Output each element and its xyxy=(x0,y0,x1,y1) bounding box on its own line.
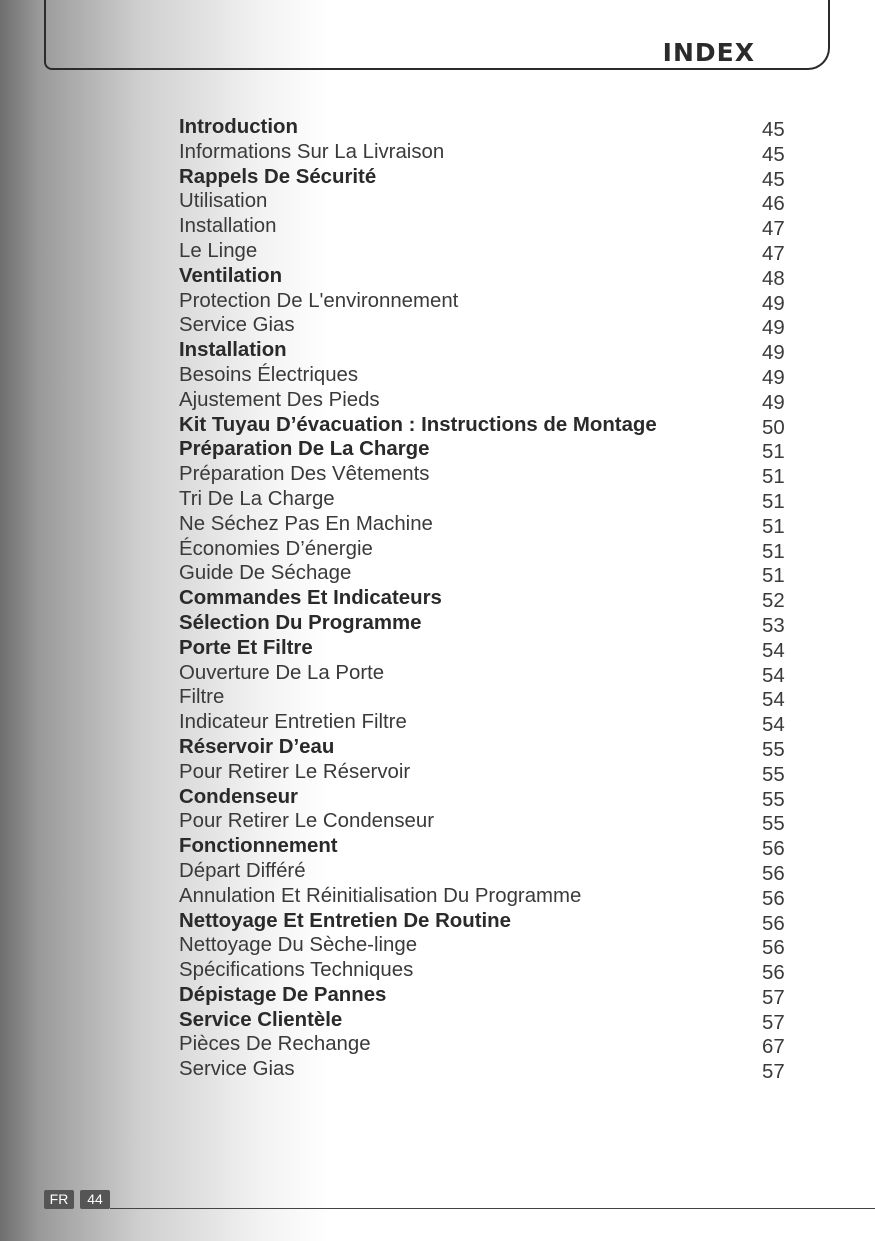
toc-entry xyxy=(179,289,799,314)
toc-entry-page: 51 xyxy=(762,565,785,588)
toc-entry xyxy=(179,462,799,487)
toc-entry-page: 55 xyxy=(762,738,785,761)
toc-entry xyxy=(179,313,799,338)
toc-entry-title: Nettoyage Du Sèche-linge xyxy=(179,934,418,957)
toc-entry xyxy=(179,859,799,884)
toc-entry-page: 56 xyxy=(762,887,785,910)
toc-entry xyxy=(179,388,799,413)
toc-entry xyxy=(179,512,799,537)
toc-entry-page: 51 xyxy=(762,540,785,563)
toc-entry xyxy=(179,437,799,462)
toc-entry-page: 50 xyxy=(762,416,785,439)
toc-entry xyxy=(179,983,799,1008)
toc-entry-title: Condenseur xyxy=(179,785,298,808)
footer-divider xyxy=(110,1208,875,1209)
toc-entry xyxy=(179,884,799,909)
toc-entry xyxy=(179,611,799,636)
toc-entry xyxy=(179,1032,799,1057)
toc-entry-title: Ne Séchez Pas En Machine xyxy=(179,512,433,535)
toc-entry xyxy=(179,785,799,810)
toc-entry xyxy=(179,165,799,190)
toc-entry xyxy=(179,933,799,958)
page-title: INDEX xyxy=(662,38,755,67)
toc-entry-page: 49 xyxy=(762,317,785,340)
toc-entry-title: Pour Retirer Le Réservoir xyxy=(179,760,411,783)
toc-entry-title: Rappels De Sécurité xyxy=(179,165,377,188)
toc-entry-title: Porte Et Filtre xyxy=(179,636,313,659)
toc-entry xyxy=(179,661,799,686)
toc-entry-page: 57 xyxy=(762,1061,785,1084)
toc-entry-page: 47 xyxy=(762,242,785,265)
toc-entry-title: Nettoyage Et Entretien De Routine xyxy=(179,909,511,932)
toc-entry-title: Pièces De Rechange xyxy=(179,1033,371,1056)
toc-entry-page: 55 xyxy=(762,763,785,786)
toc-entry-title: Ouverture De La Porte xyxy=(179,661,385,684)
toc-entry-title: Spécifications Techniques xyxy=(179,959,414,982)
toc-entry xyxy=(179,363,799,388)
toc-entry-page: 49 xyxy=(762,292,785,315)
toc-entry-title: Installation xyxy=(179,215,277,238)
toc-entry xyxy=(179,685,799,710)
toc-entry-page: 57 xyxy=(762,1011,785,1034)
toc-entry-title: Informations Sur La Livraison xyxy=(179,140,445,163)
toc-entry xyxy=(179,834,799,859)
toc-entry-title: Départ Différé xyxy=(179,859,306,882)
toc-entry-title: Tri De La Charge xyxy=(179,487,335,510)
toc-entry-page: 45 xyxy=(762,143,785,166)
toc-entry-page: 51 xyxy=(762,515,785,538)
table-of-contents xyxy=(179,115,799,1082)
toc-entry-title: Filtre xyxy=(179,686,225,709)
toc-entry-title: Économies D’énergie xyxy=(179,537,373,560)
toc-entry-page: 56 xyxy=(762,862,785,885)
toc-entry-page: 51 xyxy=(762,441,785,464)
toc-entry-page: 56 xyxy=(762,937,785,960)
toc-entry-page: 46 xyxy=(762,193,785,216)
toc-entry xyxy=(179,115,799,140)
toc-entry-page: 45 xyxy=(762,119,785,141)
toc-entry-page: 56 xyxy=(762,838,785,861)
toc-entry-page: 54 xyxy=(762,689,785,712)
toc-entry xyxy=(179,1057,799,1082)
language-badge: FR xyxy=(44,1190,74,1209)
toc-entry-page: 51 xyxy=(762,490,785,513)
toc-entry-title: Préparation De La Charge xyxy=(179,438,430,461)
toc-entry-title: Ventilation xyxy=(179,264,283,287)
toc-entry-title: Pour Retirer Le Condenseur xyxy=(179,810,435,833)
toc-entry-title: Commandes Et Indicateurs xyxy=(179,587,442,610)
toc-entry-page: 51 xyxy=(762,466,785,489)
toc-entry-title: Réservoir D’eau xyxy=(179,735,335,758)
toc-entry-title: Service Gias xyxy=(179,1058,295,1081)
toc-entry-title: Besoins Électriques xyxy=(179,363,359,386)
toc-entry-title: Introduction xyxy=(179,116,298,138)
toc-entry-page: 48 xyxy=(762,267,785,290)
toc-entry xyxy=(179,140,799,165)
toc-entry-page: 52 xyxy=(762,590,785,613)
toc-entry-page: 56 xyxy=(762,912,785,935)
toc-entry-title: Service Clientèle xyxy=(179,1008,343,1031)
toc-entry-title: Indicateur Entretien Filtre xyxy=(179,711,407,734)
toc-entry xyxy=(179,586,799,611)
toc-entry-page: 49 xyxy=(762,342,785,365)
toc-entry-title: Dépistage De Pannes xyxy=(179,983,387,1006)
toc-entry-page: 54 xyxy=(762,714,785,737)
toc-entry-title: Kit Tuyau D’évacuation : Instructions de Montage xyxy=(179,413,657,436)
toc-entry xyxy=(179,239,799,264)
toc-entry xyxy=(179,264,799,289)
toc-entry-title: Préparation Des Vêtements xyxy=(179,463,430,486)
toc-entry xyxy=(179,760,799,785)
toc-entry xyxy=(179,413,799,438)
toc-entry-title: Protection De L'environnement xyxy=(179,289,459,312)
toc-entry xyxy=(179,809,799,834)
toc-entry xyxy=(179,735,799,760)
toc-entry-title: Service Gias xyxy=(179,314,295,337)
toc-entry-page: 54 xyxy=(762,664,785,687)
page-number-badge: 44 xyxy=(80,1190,110,1209)
toc-entry-title: Utilisation xyxy=(179,190,268,213)
toc-entry-page: 55 xyxy=(762,788,785,811)
toc-entry xyxy=(179,1008,799,1033)
toc-entry xyxy=(179,537,799,562)
toc-entry-page: 49 xyxy=(762,391,785,414)
toc-entry-title: Annulation Et Réinitialisation Du Programme xyxy=(179,884,582,907)
toc-entry-page: 67 xyxy=(762,1036,785,1059)
toc-entry-page: 56 xyxy=(762,962,785,985)
toc-entry-page: 54 xyxy=(762,639,785,662)
toc-entry-page: 49 xyxy=(762,366,785,389)
toc-entry xyxy=(179,909,799,934)
toc-entry-page: 57 xyxy=(762,986,785,1009)
toc-entry-title: Ajustement Des Pieds xyxy=(179,388,380,411)
toc-entry-page: 47 xyxy=(762,218,785,241)
toc-entry xyxy=(179,710,799,735)
toc-entry xyxy=(179,189,799,214)
toc-entry xyxy=(179,561,799,586)
toc-entry-title: Installation xyxy=(179,339,287,362)
toc-entry-page: 45 xyxy=(762,168,785,191)
toc-entry-title: Sélection Du Programme xyxy=(179,611,422,634)
toc-entry-title: Le Linge xyxy=(179,239,258,262)
toc-entry-title: Guide De Séchage xyxy=(179,562,352,585)
toc-entry xyxy=(179,958,799,983)
toc-entry xyxy=(179,487,799,512)
toc-entry-title: Fonctionnement xyxy=(179,835,338,858)
toc-entry xyxy=(179,214,799,239)
toc-entry-page: 55 xyxy=(762,813,785,836)
toc-entry xyxy=(179,338,799,363)
toc-entry xyxy=(179,636,799,661)
toc-entry-page: 53 xyxy=(762,614,785,637)
